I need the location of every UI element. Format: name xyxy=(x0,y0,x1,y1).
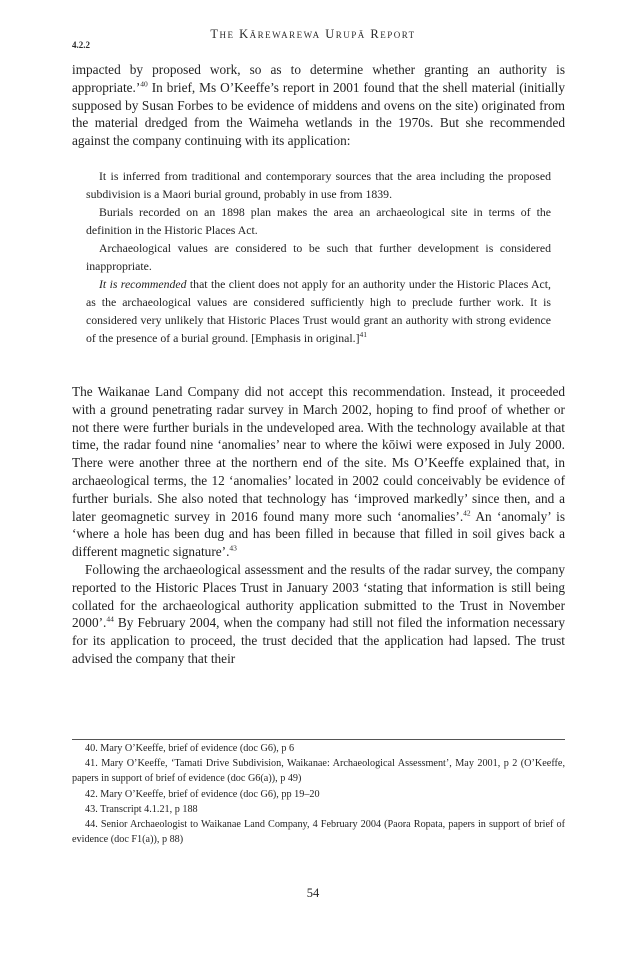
block-quote xyxy=(86,167,551,347)
running-title: The Kārewarewa Urupā Report xyxy=(210,27,416,41)
footnote-text: Mary O’Keeffe, brief of evidence (doc G6), p 6 xyxy=(100,743,295,754)
footnote-text: Mary O’Keeffe, brief of evidence (doc G6), pp 19–20 xyxy=(100,788,320,800)
footnote-ref-41[interactable]: 41 xyxy=(359,330,368,340)
footnote-40 xyxy=(72,741,565,756)
footnote-ref-44[interactable]: 44 xyxy=(106,614,114,624)
footnote-ref-43[interactable]: 43 xyxy=(229,543,237,553)
footnote-42 xyxy=(72,787,565,802)
quote-emphasis: It is recommended xyxy=(99,277,187,291)
paragraph-2 xyxy=(72,383,565,668)
footnote-divider xyxy=(72,739,565,740)
paragraph-3-text-a: Following the archaeological assessment and the results of the radar survey, the company reported to the Historic Places Trust in January 2003 ‘stating that information is still being collated for the archaeological authority application submitted to the Trust in November 2000’. xyxy=(72,561,565,631)
paragraph-1-text-a: impacted by proposed work, so as to determine whether granting an authority is appropriate.’ xyxy=(72,62,565,95)
paragraph-3-text-b: By February 2004, when the company had still not filed the information necessary for its application to proceed, the trust decided that the application had lapsed. The trust advised the company that their xyxy=(72,615,565,666)
section-number: 4.2.2 xyxy=(72,40,90,50)
footnote-ref-40[interactable]: 40 xyxy=(140,79,148,89)
footnote-number: 42. xyxy=(85,788,98,800)
footnote-43 xyxy=(72,802,565,817)
page-number: 54 xyxy=(306,886,320,900)
footnote-ref-42[interactable]: 42 xyxy=(463,508,471,518)
footnote-number: 43. xyxy=(85,803,98,815)
footnote-number: 44. xyxy=(85,819,98,831)
quote-paragraph-1: It is inferred from traditional and contemporary sources that the area including the proposed subdivision is a Maori burial ground, probably in use from 1839. xyxy=(86,169,551,201)
footnote-text: Senior Archaeologist to Waikanae Land Company, 4 February 2004 (Paora Ropata, papers in support of brief of evidence (doc F1(a)), p 88) xyxy=(72,819,565,846)
footnote-text: Mary O’Keeffe, ‘Tamati Drive Subdivision, Waikanae: Archaeological Assessment’, May 2001, p 2 (O’Keeffe, papers in support of brief of evidence (doc G6(a)), p 49) xyxy=(72,758,565,785)
quote-paragraph-4 xyxy=(86,275,551,347)
paragraph-2-text-a: The Waikanae Land Company did not accept this recommendation. Instead, it proceeded with a ground penetrating radar survey in March 2002, hoping to find proof of whether or not there were further burials in the undeveloped area. With the technology available at that time, the radar found nine ‘anomalies’ near to where the kōiwi were exposed in July 2000. There were another three at the northern end of the site. Ms O’Keeffe explained that, in archaeological terms, the 12 ‘anomalies’ located in 2002 could conceivably be evidence of further burials. She also noted that technology has ‘improved markedly’ since then, and a later geomagnetic survey in 2016 found many more such ‘anomalies’. xyxy=(72,384,565,524)
quote-paragraph-4-text: that the client does not apply for an authority under the Historic Places Act, as the archaeological values are considered sufficiently high to preclude further work. It is considered very unlikely that Historic Places Trust would grant an authority with strong evidence of the presence of a burial ground. [Emphasis in original.] xyxy=(86,277,552,345)
paragraph-2-text-b: An ‘anomaly’ is ‘where a hole has been dug and has been filled in because that filled in soil gives back a different magnetic signature’. xyxy=(72,508,566,560)
footnote-44 xyxy=(72,817,565,847)
quote-paragraph-2: Burials recorded on an 1898 plan makes the area an archaeological site in terms of the definition in the Historic Places Act. xyxy=(86,205,551,237)
footnote-number: 40. xyxy=(85,743,98,754)
paragraph-1 xyxy=(72,61,565,150)
paragraph-1-text-b: In brief, Ms O’Keeffe’s report in 2001 found that the shell material (initially supposed by Susan Forbes to be evidence of middens and ovens on the site) originated from the material dredged from the Waimeha wetlands in the 1970s. But she recommended against the company continuing with its application: xyxy=(72,79,565,149)
paragraph-3 xyxy=(72,561,565,668)
quote-paragraph-3: Archaeological values are considered to be such that further development is considered inappropriate. xyxy=(86,241,551,273)
footnote-text: Transcript 4.1.21, p 188 xyxy=(100,803,198,815)
footnotes xyxy=(72,741,565,847)
footnote-number: 41. xyxy=(85,758,98,770)
footnote-41 xyxy=(72,756,565,786)
